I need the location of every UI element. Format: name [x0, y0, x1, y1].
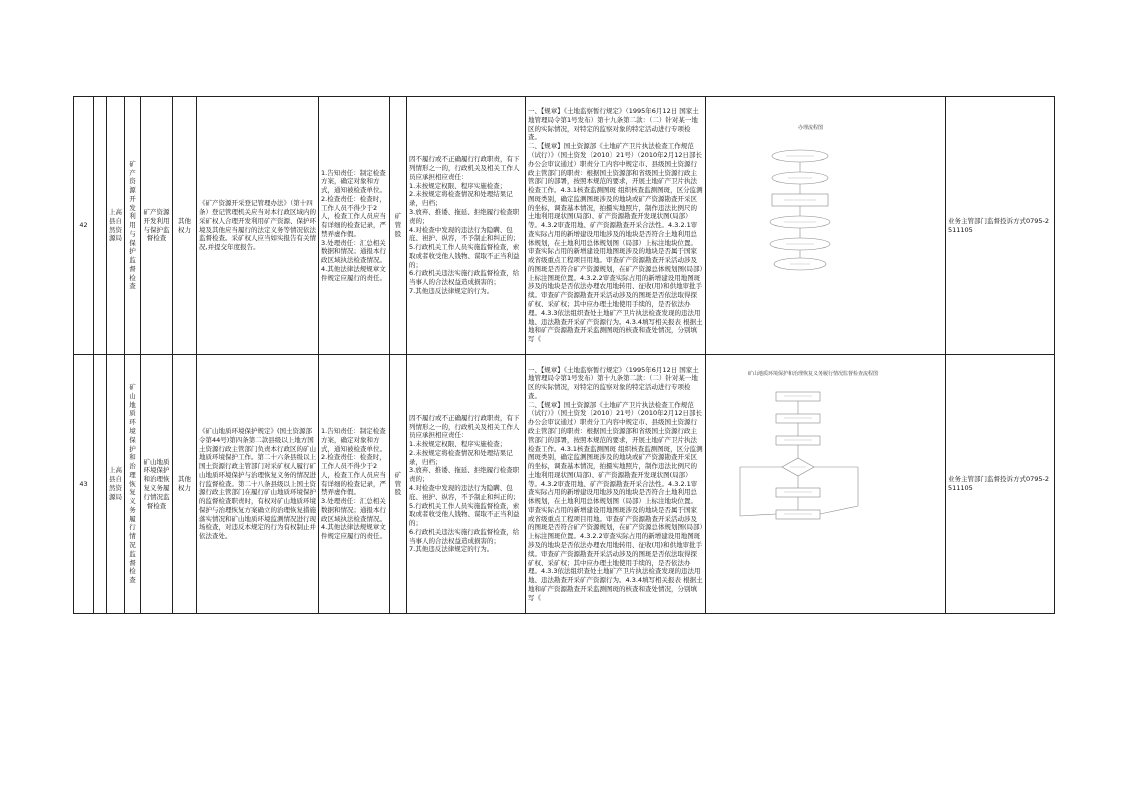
- flowchart-cell: [706, 97, 946, 355]
- accountability-text: 因不履行或不正确履行行政职责，有下列情形之一的，行政机关及相关工作人员应承担相应责任： 1.未按规定权限、程序实施检查； 2.未按规定将检查情况和处理结果记录，归档； 3.放弃、推诿、拖延、拒绝履行检查职责的； 4.对检查中发现的违法行为隐瞒、包庇、袒护、纵容，不予制止和纠正的； 5.行政机关工作人员实施监督检查，索取或者收受他人钱物、谋取不正当利益的； 6.行政机关违法实施行政监督检查，给当事人的合法权益造成损害的； 7.其他违反法律规定的行为。: [409, 413, 520, 554]
- basis-text: 《矿产资源开采登记管理办法》（第十四条）登记管理机关应当对本行政区域内的采矿权人合理开发利用矿产资源、保护环境及其他应当履行的法定义务等情况依法监督检查。采矿权人应当如实报告有关情况,并提交年度报告。: [199, 199, 316, 252]
- row-number: 42: [74, 97, 94, 355]
- item-name-cell: 矿产资源开发利用与保护监督检查: [125, 97, 141, 355]
- sub-item-cell: 矿山地质环境保护和治理恢复义务履行情况监督检查: [141, 355, 173, 614]
- flowchart-diagram: [708, 98, 946, 353]
- duty-text: 1.告知责任：制定检查方案，确定对象和方式，通知被检查单位。 2.检查责任：检查时，工作人员不得少于2人，检查工作人员应当有详细的检查记录，严禁弄虚作假。 3.处理责任：汇总相关数据和情况；通报本行政区域执法检查情况。 4.其他法律法规规章文件规定应履行的责任。: [321, 168, 386, 282]
- flowchart-cell: [706, 355, 946, 614]
- table-row: [74, 97, 1055, 355]
- accountability-cell: [407, 97, 526, 355]
- flowchart-title: 矿山地质环境保护和治理恢复义务履行情况监督检查流程图: [748, 371, 879, 377]
- category-cell: 其他权力: [173, 355, 197, 614]
- legal-basis-cell: [526, 355, 706, 614]
- subject-cell: 矿管股: [390, 97, 407, 355]
- flowchart-diagram: [708, 356, 946, 612]
- power-list-table: [73, 96, 1055, 614]
- basis-text: 《矿山地质环境保护规定》(国土资源部令第44号)第四条第二款县级以上地方国土资源行政主管部门负责本行政区的矿山地质环境保护工作。第二十六条县级以上国土资源行政主管部门对采矿权人履行矿山地质环境保护与治理恢复义务的情况进行监督检查。第二十八条县级以上国土资源行政主管部门在履行矿山地质环境保护的监督检查职责时，有权对矿山地质环境保护与治理恢复方案确立的治理恢复措施落实情况和矿山地质环境监测情况进行现场检查，对违反本规定的行为有权制止并依法查处。: [199, 427, 316, 541]
- accountability-text: 因不履行或不正确履行行政职责，有下列情形之一的，行政机关及相关工作人员应承担相应责任： 1.未按规定权限、程序实施检查； 2.未按规定将检查情况和处理结果记录，归档； 3.放弃、推诿、拖延、拒绝履行检查职责的； 4.对检查中发现的违法行为隐瞒、包庇、袒护、纵容，不予制止和纠正的； 5.行政机关工作人员实施监督检查，索取或者收受他人钱物、谋取不正当利益的； 6.行政机关违法实施行政监督检查，给当事人的合法权益造成损害的； 7.其他违反法律规定的行为。: [409, 155, 520, 295]
- accountability-cell: [407, 355, 526, 614]
- department-cell: 上高县自然资源局: [107, 355, 125, 614]
- blank-cell: [94, 355, 107, 614]
- table-row: [74, 355, 1055, 614]
- flowchart-shapes: [740, 392, 858, 519]
- blank-cell: [94, 97, 107, 355]
- category-cell: 其他权力: [173, 97, 197, 355]
- basis-cell: [197, 355, 319, 614]
- duty-text: 1.告知责任：制定检查方案，确定对象和方式，通知被检查单位。 2.检查责任：检查时，工作人员不得少于2人，检查工作人员应当有详细的检查记录，严禁弄虚作假。 3.处理责任：汇总相关数据和情况；通报本行政区域执法检查情况。 4.其他法律法规规章文件规定应履行的责任。: [321, 427, 386, 541]
- duty-cell: [319, 355, 390, 614]
- department-cell: 上高县自然资源局: [107, 97, 125, 355]
- subject-cell: 矿管股: [390, 355, 407, 614]
- legal-basis-cell: [526, 97, 706, 355]
- item-name-cell: 矿山地质环境保护和治理恢复义务履行情况监督检查: [125, 355, 141, 614]
- legal-basis-text: 一、【规章】《土地监察暂行规定》（1995年6月12日 国家土地管理局令第1号发布）第十九条第二款：（二）针对某一地区的实际情况，对特定的监察对象的特定活动进行专项检查。 二、【规章】国土资源部《土地矿产卫片执法检查工作规范（试行）》（国土资发〔2010〕21号）（2010年2月12日部长办公会审议通过）职责分工内容中规定市、县级国土资源行政主管部门的职责：根据国土资源部和省级国土资源行政主管部门的部署，按照本规范的要求，开展土地矿产卫片执法检查工作。4.3.1核查监测图斑 组织核查监测图斑，区分监测图斑类别，确定监测图斑涉及的地块或矿产资源勘查开采区的坐标，调查基本情况，拍摄实地照片，制作违法比例尺的土地利用现状图(局部)、矿产资源勘查开发现状图(局部）等。4.3.2审查用地、矿产资源勘查开采合法性。4.3.2.1审查实际占用的新增建设用地涉及的地块是否符合土地利用总体规划，在土地利用总体规划图（局部）上标注地块位置。审查实际占用的新增建设用地图斑涉及的地块是否属于国家或省级重点工程项目用地。审查矿产资源勘查开采活动涉及的图斑是否符合矿产资源规划，在矿产资源总体规划图(局部）上标注图斑位置。4.3.2.2审查实际占用的新增建设用地图斑涉及的地块是否依法办理农用地转用、征收(用)和供地审批手续。审查矿产资源勘查开采活动涉及的图斑是否依法取得探矿权、采矿权；其中应办理土地使用手续的，是否依法办理。4.3.3依法组织查处土地矿产卫片执法检查发现的违法用地、违法勘查开采矿产资源行为。4.3.4填写相关报表 根据土地和矿产资源勘查开采监测图斑的核查和查处情况，分别填写《: [528, 107, 703, 344]
- contact-cell: 业务主管部门监督投诉方式0795-2511105: [946, 355, 1055, 614]
- flowchart-shapes: [770, 150, 830, 270]
- legal-basis-text: 一、【规章】《土地监察暂行规定》（1995年6月12日 国家土地管理局令第1号发布）第十九条第二款：（二）针对某一地区的实际情况，对特定的监察对象的特定活动进行专项检查。 二、【规章】国土资源部《土地矿产卫片执法检查工作规范（试行）》（国土资发〔2010〕21号）（2010年2月12日部长办公会审议通过）职责分工内容中规定市、县级国土资源行政主管部门的职责：根据国土资源部和省级国土资源行政主管部门的部署，按照本规范的要求，开展土地矿产卫片执法检查工作。4.3.1核查监测图斑 组织核查监测图斑，区分监测图斑类别，确定监测图斑涉及的地块或矿产资源勘查开采区的坐标，调查基本情况，拍摄实地照片，制作违法比例尺的土地利用现状图(局部)、矿产资源勘查开发现状图(局部）等。4.3.2审查用地、矿产资源勘查开采合法性。4.3.2.1审查实际占用的新增建设用地涉及的地块是否符合土地利用总体规划，在土地利用总体规划图（局部）上标注地块位置。审查实际占用的新增建设用地图斑涉及的地块是否属于国家或省级重点工程项目用地。审查矿产资源勘查开采活动涉及的图斑是否符合矿产资源规划，在矿产资源总体规划图(局部）上标注图斑位置。4.3.2.2审查实际占用的新增建设用地图斑涉及的地块是否依法办理农用地转用、征收(用)和供地审批手续。审查矿产资源勘查开采活动涉及的图斑是否依法取得探矿权、采矿权；其中应办理土地使用手续的，是否依法办理。4.3.3依法组织查处土地矿产卫片执法检查发现的违法用地、违法勘查开采矿产资源行为。4.3.4填写相关报表 根据土地和矿产资源勘查开采监测图斑的核查和查处情况，分别填写《: [528, 365, 703, 602]
- contact-cell: 业务主管部门监督投诉方式0795-2511105: [946, 97, 1055, 355]
- basis-cell: [197, 97, 319, 355]
- flowchart-title: 办理流程图: [798, 125, 824, 131]
- sub-item-cell: 矿产资源开发利用与保护监督检查: [141, 97, 173, 355]
- row-number: 43: [74, 355, 94, 614]
- duty-cell: [319, 97, 390, 355]
